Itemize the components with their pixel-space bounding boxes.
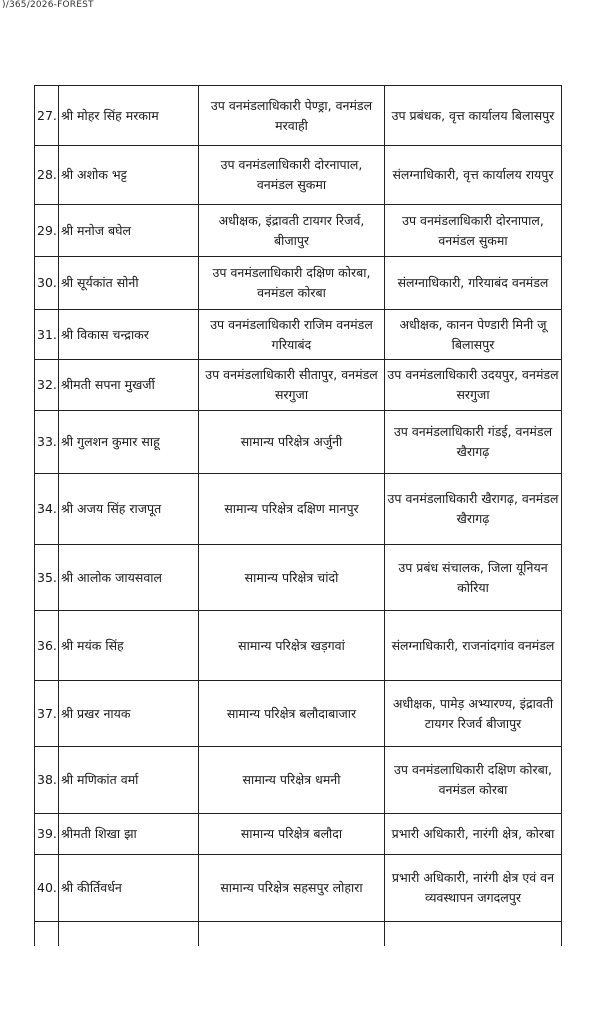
new-posting: संलग्नाधिकारी, राजनांदगांव वनमंडल [385,611,562,681]
new-posting: उप वनमंडलाधिकारी दक्षिण कोरबा, वनमंडल कोरबा [385,747,562,814]
serial-number: 32. [35,360,59,411]
current-posting: उप वनमंडलाधिकारी पेण्ड्रा, वनमंडल मरवाही [199,86,385,146]
serial-number: 35. [35,545,59,611]
officer-name: श्रीमती शिखा झा [59,814,199,855]
serial-number: 40. [35,855,59,922]
serial-number: 29. [35,205,59,257]
current-posting: उप वनमंडलाधिकारी दक्षिण कोरबा, वनमंडल कोरबा [199,257,385,310]
transfer-table [34,85,562,946]
new-posting: प्रभारी अधिकारी, नारंगी क्षेत्र एवं वन व्यवस्थापन जगदलपुर [385,855,562,922]
table-row-continuation [35,922,562,947]
serial-number: 30. [35,257,59,310]
serial-number: 39. [35,814,59,855]
new-posting: अधीक्षक, कानन पेण्डारी मिनी जू बिलासपुर [385,310,562,360]
table-row [35,205,562,257]
serial-number: 28. [35,146,59,205]
new-posting: अधीक्षक, पामेड़ अभ्यारण्य, इंद्रावती टायगर रिजर्व बीजापुर [385,681,562,747]
document-reference: )/365/2026-FOREST [2,0,94,10]
table-row [35,86,562,146]
serial-number: 33. [35,411,59,474]
new-posting: संलग्नाधिकारी, गरियाबंद वनमंडल [385,257,562,310]
current-posting: सामान्य परिक्षेत्र अर्जुनी [199,411,385,474]
serial-number: 38. [35,747,59,814]
table-row [35,611,562,681]
empty-cell [35,922,59,947]
table-row [35,257,562,310]
new-posting: उप वनमंडलाधिकारी उदयपुर, वनमंडल सरगुजा [385,360,562,411]
table-row [35,146,562,205]
officer-name: श्री मोहर सिंह मरकाम [59,86,199,146]
officer-name: श्री अजय सिंह राजपूत [59,474,199,545]
serial-number: 36. [35,611,59,681]
current-posting: सामान्य परिक्षेत्र खड़गवां [199,611,385,681]
new-posting: उप प्रबंध संचालक, जिला यूनियन कोरिया [385,545,562,611]
table-row [35,814,562,855]
current-posting: अधीक्षक, इंद्रावती टायगर रिजर्व, बीजापुर [199,205,385,257]
officer-name: श्री आलोक जायसवाल [59,545,199,611]
current-posting: उप वनमंडलाधिकारी सीतापुर, वनमंडल सरगुजा [199,360,385,411]
officer-name: श्रीमती सपना मुखर्जी [59,360,199,411]
empty-cell [199,922,385,947]
officer-name: श्री अशोक भट्ट [59,146,199,205]
current-posting: सामान्य परिक्षेत्र दक्षिण मानपुर [199,474,385,545]
table-row [35,360,562,411]
empty-cell [59,922,199,947]
new-posting: उप वनमंडलाधिकारी गंडई, वनमंडल खैरागढ़ [385,411,562,474]
table-row [35,681,562,747]
new-posting: प्रभारी अधिकारी, नारंगी क्षेत्र, कोरबा [385,814,562,855]
officer-name: श्री मणिकांत वर्मा [59,747,199,814]
serial-number: 37. [35,681,59,747]
officer-name: श्री विकास चन्द्राकर [59,310,199,360]
current-posting: उप वनमंडलाधिकारी राजिम वनमंडल गरियाबंद [199,310,385,360]
current-posting: उप वनमंडलाधिकारी दोरनापाल, वनमंडल सुकमा [199,146,385,205]
table-row [35,411,562,474]
serial-number: 34. [35,474,59,545]
officer-name: श्री सूर्यकांत सोनी [59,257,199,310]
table-row [35,747,562,814]
new-posting: संलग्नाधिकारी, वृत्त कार्यालय रायपुर [385,146,562,205]
empty-cell [385,922,562,947]
new-posting: उप वनमंडलाधिकारी खैरागढ़, वनमंडल खैरागढ़ [385,474,562,545]
officer-name: श्री मयंक सिंह [59,611,199,681]
current-posting: सामान्य परिक्षेत्र धमनी [199,747,385,814]
serial-number: 31. [35,310,59,360]
table-row [35,545,562,611]
new-posting: उप वनमंडलाधिकारी दोरनापाल, वनमंडल सुकमा [385,205,562,257]
officer-name: श्री गुलशन कुमार साहू [59,411,199,474]
officer-name: श्री मनोज बघेल [59,205,199,257]
officer-name: श्री प्रखर नायक [59,681,199,747]
officer-name: श्री कीर्तिवर्धन [59,855,199,922]
table-row [35,474,562,545]
current-posting: सामान्य परिक्षेत्र बलौदा [199,814,385,855]
new-posting: उप प्रबंधक, वृत्त कार्यालय बिलासपुर [385,86,562,146]
table-row [35,855,562,922]
current-posting: सामान्य परिक्षेत्र बलौदाबाजार [199,681,385,747]
serial-number: 27. [35,86,59,146]
table-row [35,310,562,360]
current-posting: सामान्य परिक्षेत्र चांदो [199,545,385,611]
current-posting: सामान्य परिक्षेत्र सहसपुर लोहारा [199,855,385,922]
